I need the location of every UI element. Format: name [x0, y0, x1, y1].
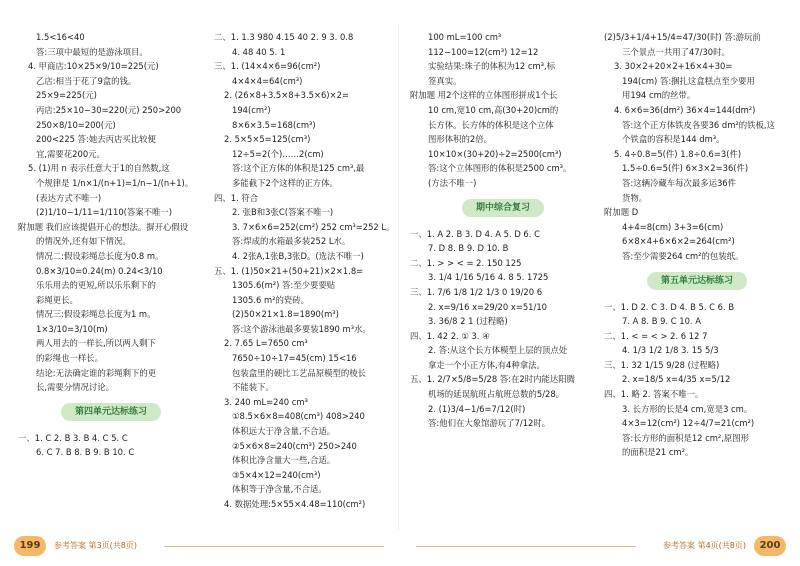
answer-line: 答:长方形的面积是12 cm²,原图形 [622, 432, 750, 443]
answer-line: 3. 长方形的长是4 cm,宽是3 cm。 [622, 403, 753, 414]
answer-line: 二、1. < = < > 2. 6 12 7 [604, 330, 708, 341]
answer-line: 4. 甲商店:10×25×9/10=225(元) [28, 61, 159, 72]
section-banner-unit4 [18, 403, 204, 421]
answer-line: 3. 1/4 1/16 5/16 4. 8 5. 1725 [428, 272, 549, 283]
col4-lines-b [604, 300, 790, 461]
answer-line: 10 cm,宽10 cm,高(30+20)cm的 [428, 104, 559, 115]
answer-line: 2. x=18/5 x=4/35 x=5/12 [622, 374, 731, 385]
banner-label: 期中综合复习 [462, 199, 544, 217]
answer-line: 个规律是 1/n×1/(n+1)=1/n−1/(n+1)。 [36, 177, 194, 188]
answer-line: 4×4×4=64(cm³) [232, 75, 303, 86]
answer-line: 乐乐用去的更短,所以乐乐剩下的 [36, 280, 156, 291]
answer-line: 25×9=225(元) [36, 90, 97, 101]
answer-line: 三、1. 32 1/15 9/28 (过程略) [604, 359, 720, 370]
answer-line: 附加题 我们应该提倡开心的想法。摒开心假设 [18, 221, 189, 232]
answer-line: 1305.6(m²) 答:至少要要贴 [232, 280, 336, 291]
answer-line: 一、1. A 2. B 3. D 4. A 5. D 6. C [410, 228, 540, 239]
answer-line: 4. 6×6=36(dm²) 36×4=144(dm²) [614, 104, 756, 115]
answer-line: 答:他们在大象馆游玩了7/12时。 [428, 418, 551, 429]
answer-line: 4. 1/3 1/2 1/8 3. 15 5/3 [622, 345, 719, 356]
answer-line: 250×8/10=200(元) [36, 119, 116, 130]
answer-line: 四、1. 略 2. 答案不唯一。 [604, 389, 704, 400]
answer-line: 答:这个正方体的体积是125 cm³,最 [232, 163, 365, 174]
answer-line: (2)1/10−1/11=1/110(答案不唯一) [36, 207, 173, 218]
col1-lines-a [18, 30, 204, 395]
col3-lines-a [410, 30, 596, 191]
answer-line: 6×8×4+6×6×2=264(cm²) [622, 236, 735, 247]
answer-line: 2. (1)3/4−1/6=7/12(时) [428, 403, 526, 414]
answer-line: 0.8×3/10=0.24(m) 0.24<3/10 [36, 265, 163, 276]
answer-line: 彩绳更长。 [36, 294, 78, 305]
footer-text-right: 参考答案 第4页(共8页) [663, 541, 746, 550]
answer-line: 3. 7×6×6=252(cm²) 252 cm³=252 L。 [232, 221, 395, 232]
col4-lines-a [604, 30, 790, 264]
answer-line: 一、1. C 2. B 3. B 4. C 5. C [18, 432, 128, 443]
page-number-left: 199 [14, 536, 46, 556]
answer-line: 五、1. 2/7×5/8=5/28 答:在2时内能达阳腾 [410, 374, 576, 385]
col2-lines [214, 30, 400, 512]
answer-line: 附加题 用2个这样的立体图形拼成1个长 [410, 90, 558, 101]
answer-line: 体积比净含量大一些,合适。 [232, 455, 336, 466]
banner-label: 第四单元达标练习 [61, 403, 161, 421]
column-2 [214, 30, 400, 512]
answer-line: (2)5/3+1/4+15/4=47/30(时) 答:游玩前 [604, 32, 761, 42]
answer-line: 丙店:25×10−30=220(元) 250>200 [36, 104, 182, 115]
answer-line: 1×3/10=3/10(m) [36, 323, 108, 334]
answer-line: 的情况外,还有如下情况。 [36, 236, 131, 247]
banner-label: 第五单元达标练习 [647, 272, 747, 290]
page-number-right: 200 [754, 536, 786, 556]
answer-line: 3. 36/8 2 1 (过程略) [428, 316, 508, 327]
answer-line: 8×6×3.5=168(cm³) [232, 119, 316, 130]
answer-line: 7. A 8. B 9. C 10. A [622, 316, 701, 327]
answer-line: 四、1. 42 2. ① 3. ④ [410, 330, 490, 341]
answer-line: 1.5÷0.6=5(件) 6×3×2=36(件) [622, 163, 749, 174]
col1-lines-b [18, 431, 204, 460]
answer-line: 3. 240 mL=240 cm³ [224, 396, 308, 407]
answer-line: 答:这个游泳池最多要装1890 m³水。 [232, 323, 371, 334]
answer-line: 五、1. (1)50×21+(50+21)×2×1.8= [214, 265, 364, 276]
answer-line: 10×10×(30+20)÷2=2500(cm³) [428, 148, 562, 159]
answer-line: 12÷5=2(个)……2(cm) [232, 148, 324, 159]
answer-line: 二、1. > > < = 2. 150 125 [410, 257, 522, 268]
answer-line: 实验结果:珠子的体积为12 cm³,标 [428, 61, 556, 72]
answer-line: 答:这个正方体铁皮各要36 dm²的铁板,这 [622, 119, 775, 130]
answer-line: 100 mL=100 cm³ [428, 32, 502, 42]
answer-line: 拿走一个小正方体,有4种拿法。 [428, 359, 545, 370]
answer-line: 三个景点一共用了47/30时。 [622, 46, 730, 57]
answer-line: 签真实。 [428, 75, 462, 86]
answer-line: 194(cm) 答:捆扎这盒糕点至少要用 [622, 75, 755, 86]
answer-line: 体积远大于净含量,不合适。 [232, 426, 336, 437]
section-banner-unit5 [604, 272, 790, 290]
answer-line: 2. x=9/16 x=29/20 x=51/10 [428, 301, 547, 312]
answer-line: (表达方式不唯一) [36, 192, 102, 203]
answer-line: 6. C 7. B 8. B 9. B 10. C [36, 447, 135, 458]
answer-line: ①8.5×6×8=408(cm³) 408>240 [232, 411, 365, 422]
answer-line: 两人用去的一样长,所以两人剩下 [36, 338, 156, 349]
answer-line: 个铁盒的容积是144 dm³。 [622, 134, 725, 145]
answer-line: 的面积是21 cm²。 [622, 447, 694, 458]
answer-line: 4. 2张A,1张B,3张D。(选法不唯一) [232, 250, 364, 261]
answer-line: 5. 4÷0.8=5(件) 1.8÷0.6=3(件) [614, 148, 742, 159]
answer-line: 答:焊成的水箱最多装252 L水。 [232, 236, 351, 247]
answer-line: 5. (1)用 n 表示任意大于1的自然数,这 [28, 163, 170, 174]
answer-line: (方法不唯一) [428, 177, 477, 188]
answer-line: 3. 30×2+20×2+16×4+30= [614, 61, 733, 72]
answer-line: 机场的延误航班占航班总数的5/28。 [428, 389, 565, 400]
answer-line: 1305.6 m²的瓷砖。 [232, 294, 309, 305]
answer-line: 长方体。长方体的体积是这个立体 [428, 119, 554, 130]
answer-line: 2. 5×5×5=125(cm³) [224, 134, 311, 145]
footer-rule-right [416, 546, 636, 547]
answer-line: 112−100=12(cm³) 12=12 [428, 46, 539, 57]
answer-line: (2)50×21×1.8=1890(m³) [232, 309, 339, 320]
answer-line: 体积等于净含量,不合适。 [232, 484, 327, 495]
answer-line: 答:三项中最短的是游泳项目。 [36, 46, 148, 57]
answer-line: 2. (26×8+3.5×8+3.5×6)×2= [224, 90, 349, 101]
answer-line: 三、1. (14×4×6=96(cm²) [214, 61, 321, 72]
column-4 [604, 30, 790, 460]
answer-line: 不能装下。 [232, 382, 274, 393]
answer-line: 图形体积的2倍。 [428, 134, 492, 145]
answer-line: 4. 数据处理:5×55×4.48=110(cm²) [224, 499, 366, 509]
answer-line: 2. 答:从这个长方体模型上层的顶点处 [428, 345, 568, 356]
answer-line: 情况三:假设彩绳总长度为1 m。 [36, 309, 156, 320]
answer-line: 附加题 D [604, 207, 639, 218]
section-banner-midterm [410, 199, 596, 217]
answer-line: 的彩绳也一样长。 [36, 353, 103, 364]
answer-line: 三、1. 7/6 1/8 1/2 1/3 0 19/20 6 [410, 286, 543, 297]
answer-line: 包装盒里的硬比工艺品原模型的棱长 [232, 367, 366, 378]
answer-line: 2. 7.65 L=7650 cm³ [224, 338, 308, 349]
answer-line: 结论:无法确定谁的彩绳剩下的更 [36, 367, 157, 378]
column-3 [410, 30, 596, 431]
column-1 [18, 30, 204, 460]
answer-line: 194(cm²) [232, 104, 271, 115]
answer-line: 7650÷10÷17=45(cm) 15<16 [232, 353, 357, 364]
footer-rule-left [164, 546, 384, 547]
footer-text-left: 参考答案 第3页(共8页) [54, 541, 137, 550]
answer-line: 1.5<16<40 [36, 32, 85, 42]
answer-line: 用194 cm的丝带。 [622, 90, 696, 101]
answer-line: 答:这辆冷藏车每次最多运36件 [622, 177, 736, 188]
answer-line: 货物。 [622, 192, 648, 203]
answer-line: 长,需要分情况讨论。 [36, 382, 115, 393]
answer-line: 多能截下2个这样的正方体。 [232, 177, 338, 188]
answer-line: 四、1. 符合 [214, 192, 259, 203]
answer-line: 宜,需要花200元。 [36, 148, 105, 159]
answer-line: 4+4=8(cm) 3+3=6(cm) [622, 221, 724, 232]
answer-line: 答:至少需要264 cm²的包装纸。 [622, 250, 744, 261]
answer-line: 一、1. D 2. C 3. D 4. B 5. C 6. B [604, 301, 735, 312]
footer-right [416, 536, 786, 556]
answer-line: 4×3=12(cm²) 12÷4/7=21(cm²) [622, 418, 755, 429]
answer-line: 4. 48 40 5. 1 [232, 46, 286, 57]
answer-line: ②5×6×8=240(cm³) 250>240 [232, 440, 357, 451]
answer-line: 情况二:假设彩绳总长度为0.8 m。 [36, 250, 164, 261]
answer-line: 二、1. 1.3 980 4.15 40 2. 9 3. 0.8 [214, 32, 354, 42]
footer-left [14, 536, 384, 556]
answer-line: 7. D 8. B 9. D 10. B [428, 243, 509, 254]
answer-line: 乙店:相当于花了9盒的钱。 [36, 75, 137, 86]
answer-line: 200<225 答:她去丙店买比较便 [36, 134, 156, 145]
col3-lines-b [410, 227, 596, 431]
answer-line: ③5×4×12=240(cm³) [232, 469, 321, 480]
answer-line: 2. 张B和3张C(答案不唯一) [232, 207, 334, 218]
answer-line: 答:这个立体图形的体积是2500 cm³。 [428, 163, 572, 174]
